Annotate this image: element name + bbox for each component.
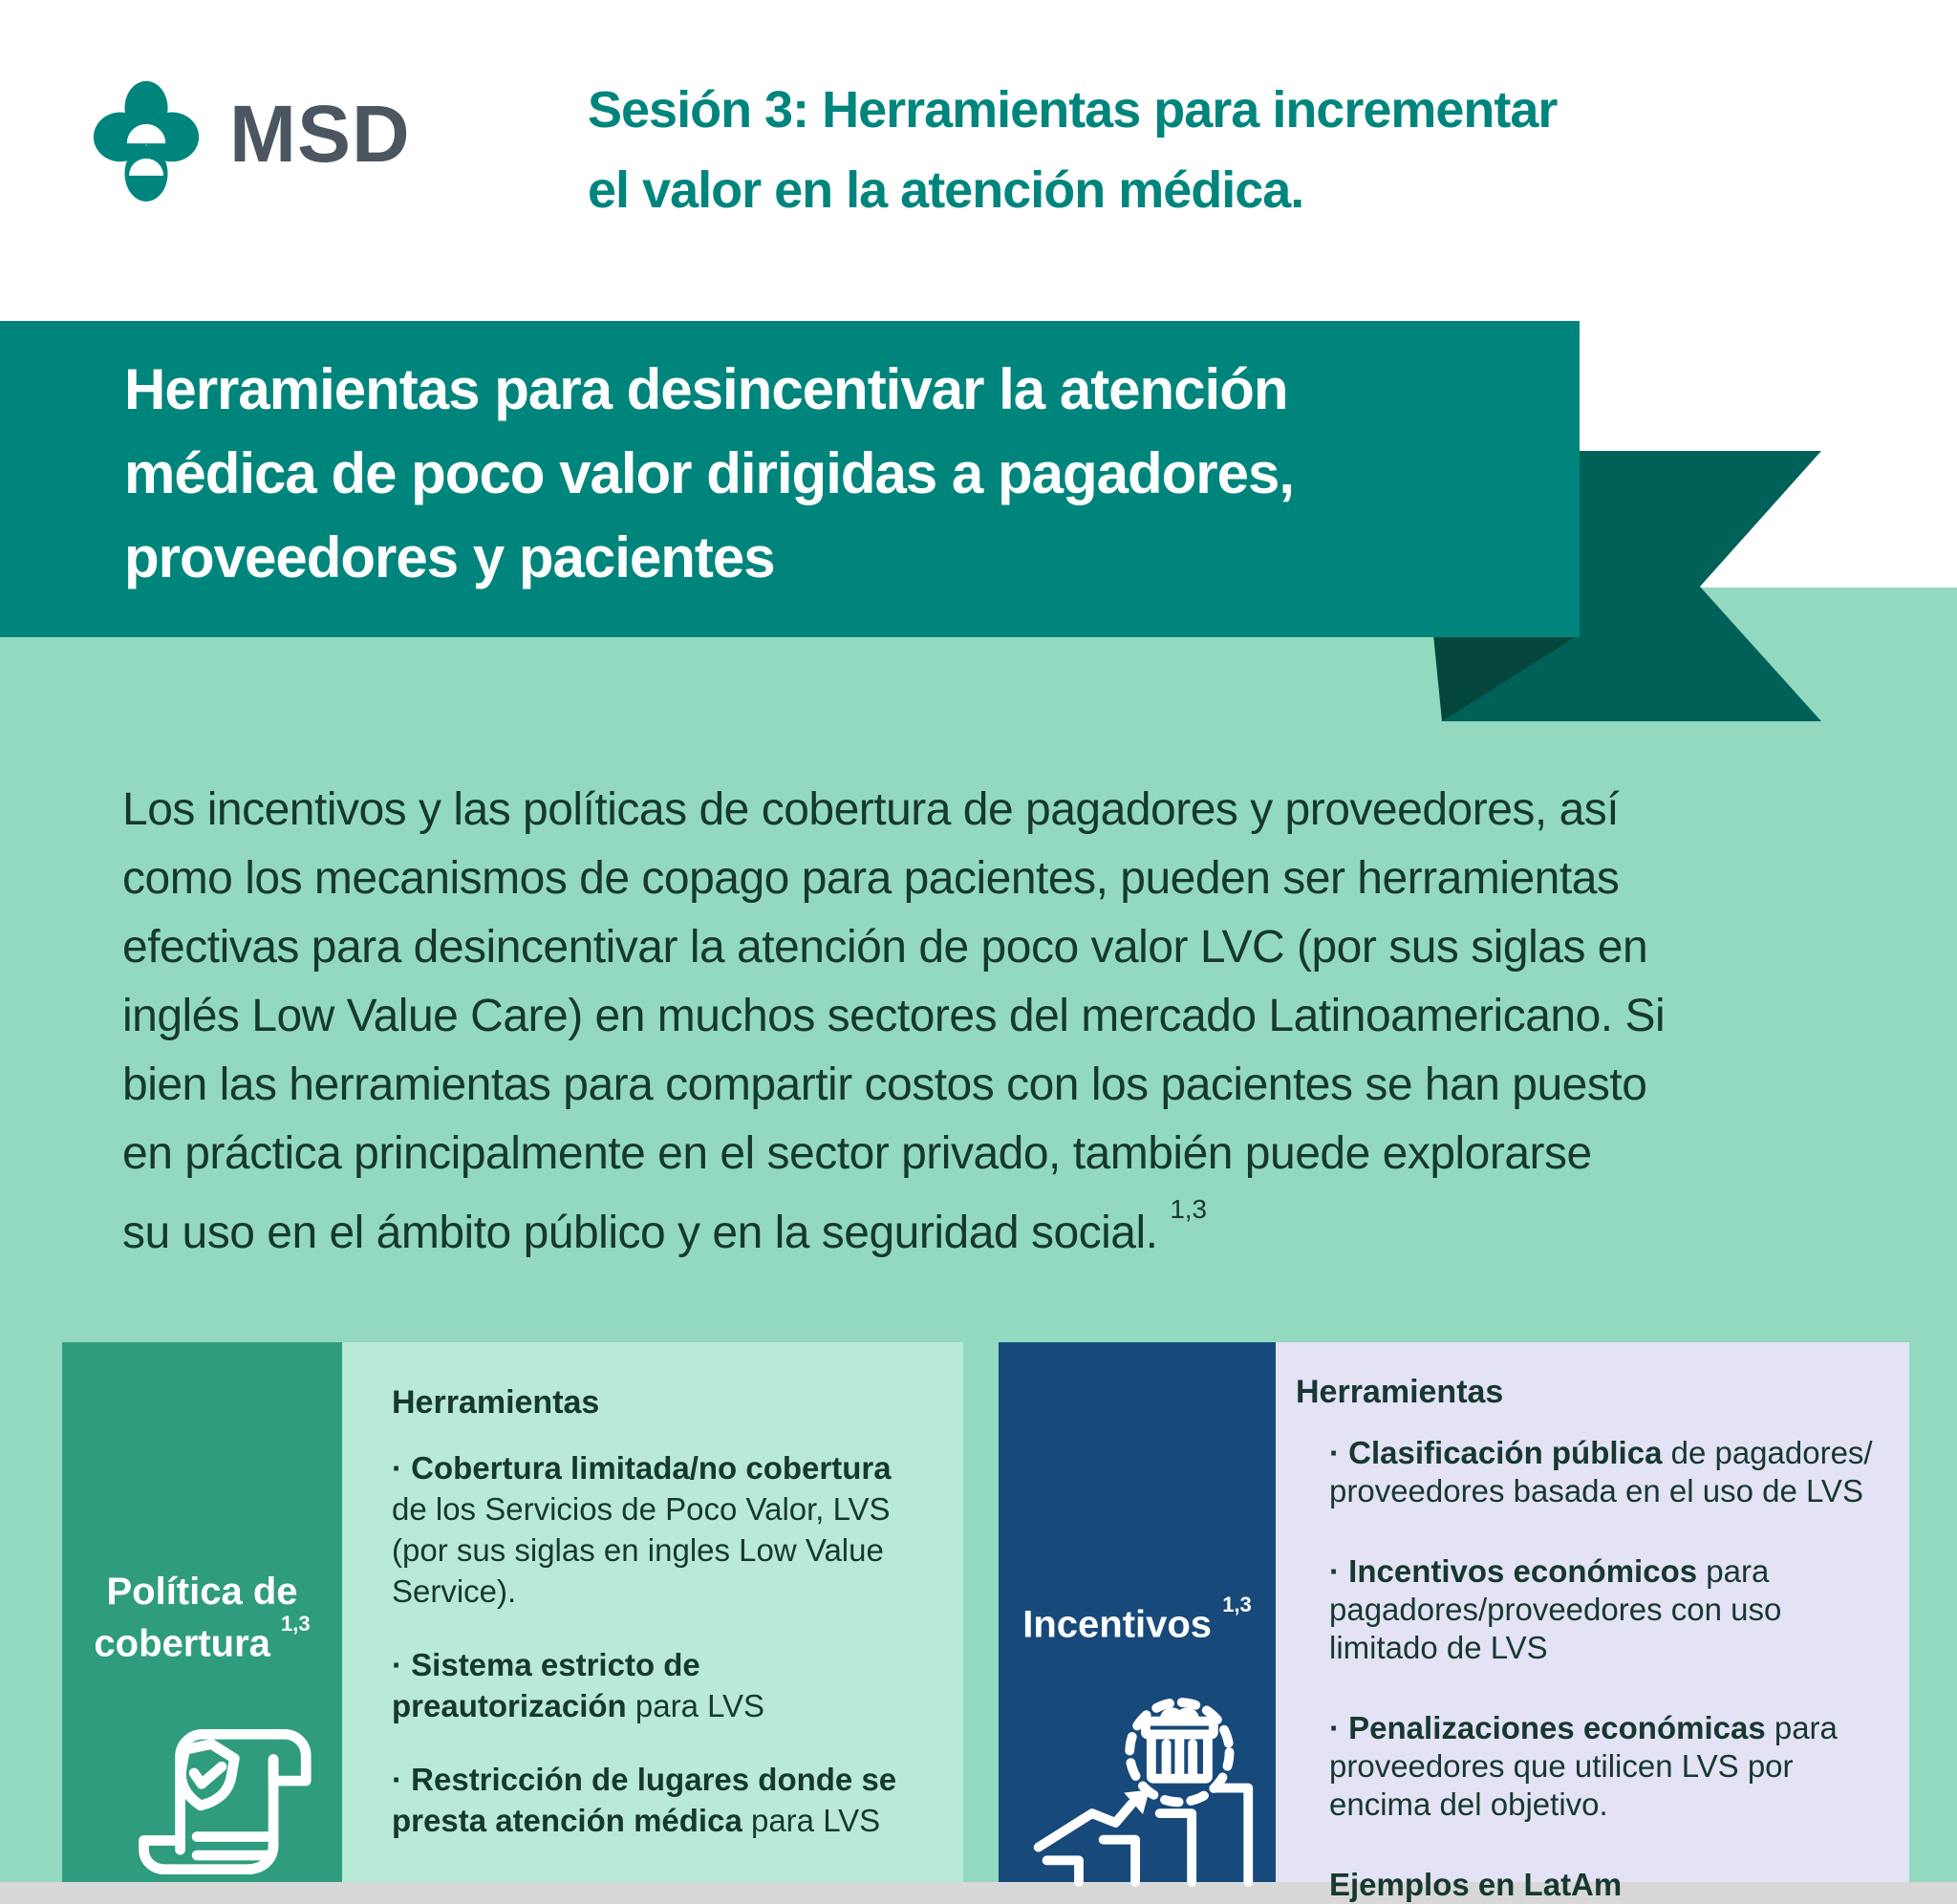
bullet-item: · Penalizaciones económicas para proveedores que utilicen LVS por encima del objetivo. — [1329, 1710, 1838, 1822]
bullet-item: · Incentivos económicos para pagadores/proveedores con uso limitado de LVS — [1329, 1553, 1782, 1665]
bullet-item: · Cobertura limitada/no cobertura de los Servicios de Poco Valor, LVS (por sus siglas en ingles Low Value Service). — [392, 1450, 892, 1609]
page-title: Sesión 3: Herramientas para incrementar el valor en la atención médica. — [588, 81, 1558, 219]
card-politica-de-cobertura — [62, 1342, 963, 1882]
card-incentivos-bullets — [1296, 1434, 1881, 1904]
card-incentivos-label-text: Incentivos — [1022, 1603, 1213, 1646]
intro-paragraph — [122, 776, 1665, 1268]
headline-banner-text: Herramientas para desincentivar la atención médica de poco valor dirigidas a pagadores, proveedores y pacientes — [124, 357, 1295, 589]
bullet-item: Ejemplos en LatAm — [1329, 1867, 1623, 1902]
card-politica-sidebar — [62, 1342, 342, 1882]
gift-growth-chart-icon — [1024, 1699, 1258, 1882]
scroll-shield-check-icon — [127, 1708, 313, 1894]
intro-reference-superscript: 1,3 — [1170, 1194, 1208, 1225]
card-incentivos-label — [999, 1594, 1276, 1646]
bullet-item: · Sistema estricto de preautorización para LVS — [392, 1647, 765, 1723]
card-politica-bullets — [392, 1447, 925, 1841]
card-incentivos-heading: Herramientas — [1296, 1374, 1504, 1410]
card-politica-label — [62, 1570, 342, 1665]
msd-wordmark: MSD — [229, 89, 411, 179]
card-politica-label-superscript: 1,3 — [281, 1611, 311, 1636]
card-incentivos-content — [1276, 1342, 1909, 1902]
intro-text: Los incentivos y las políticas de cobertura de pagadores y proveedores, así como los mecanismos de copago para pacientes, pueden ser herramientas efectivas para desincentivar la atención de poco valor LVC (por sus siglas en inglés Low Value Care) en muchos sectores del mercado Latinoamericano. Si bien las herramientas para compartir costos con los pacientes se han puesto en práctica principalmente en el sector privado, también puede explorarse su uso en el ámbito público y en la seguridad social. — [122, 784, 1666, 1258]
headline-banner — [0, 321, 1580, 637]
card-politica-content — [342, 1342, 963, 1882]
card-incentivos — [999, 1342, 1909, 1902]
card-incentivos-label-superscript: 1,3 — [1222, 1592, 1252, 1616]
card-incentivos-sidebar — [999, 1342, 1276, 1882]
bullet-item: · Restricción de lugares donde se presta atención médica para LVS — [392, 1762, 897, 1838]
card-politica-heading: Herramientas — [392, 1384, 600, 1421]
bullet-item: · Clasificación pública de pagadores/ proveedores basada en el uso de LVS — [1329, 1435, 1873, 1508]
card-politica-label-text: Política de cobertura — [94, 1571, 298, 1665]
